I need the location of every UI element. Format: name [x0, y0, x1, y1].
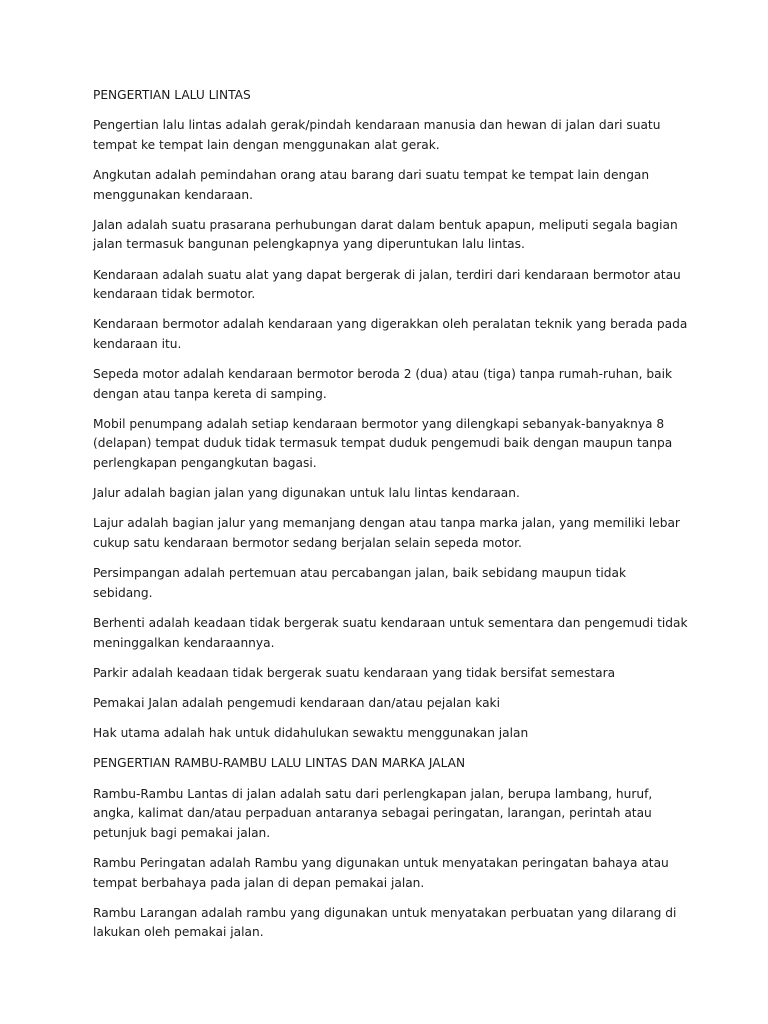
- section-heading: PENGERTIAN RAMBU-RAMBU LALU LINTAS DAN MARKA JALAN: [93, 756, 466, 771]
- paragraph-kendaraan: Kendaraan adalah suatu alat yang dapat bergerak di jalan, terdiri dari kendaraan bermotor atau kendaraan tidak bermotor.: [93, 267, 681, 302]
- paragraph-pengertian-lalu-lintas: Pengertian lalu lintas adalah gerak/pindah kendaraan manusia dan hewan di jalan dari suatu tempat ke tempat lain dengan menggunakan alat gerak.: [93, 118, 661, 152]
- document-body: [93, 86, 689, 953]
- paragraph-hak-utama: Hak utama adalah hak untuk didahulukan sewaktu menggunakan jalan: [93, 726, 529, 741]
- paragraph-persimpangan: Persimpangan adalah pertemuan atau percabangan jalan, baik sebidang maupun tidak sebidang.: [93, 566, 627, 600]
- paragraph-lajur: Lajur adalah bagian jalur yang memanjang dengan atau tanpa marka jalan, yang memiliki lebar cukup satu kendaraan bermotor sedang berjalan selain sepeda motor.: [93, 516, 680, 551]
- paragraph-berhenti: Berhenti adalah keadaan tidak bergerak suatu kendaraan untuk sementara dan pengemudi tidak meninggalkan kendaraannya.: [93, 616, 688, 650]
- paragraph-rambu-peringatan: Rambu Peringatan adalah Rambu yang digunakan untuk menyatakan peringatan bahaya atau tempat berbahaya pada jalan di depan pemakai jalan.: [93, 855, 669, 890]
- paragraph-pemakai-jalan: Pemakai Jalan adalah pengemudi kendaraan dan/atau pejalan kaki: [93, 695, 500, 710]
- paragraph-sepeda-motor: Sepeda motor adalah kendaraan bermotor beroda 2 (dua) atau (tiga) tanpa rumah-ruhan, baik dengan atau tanpa kereta di samping.: [93, 367, 673, 401]
- paragraph-rambu-rambu-lantas: Rambu-Rambu Lantas di jalan adalah satu dari perlengkapan jalan, berupa lambang, huruf, angka, kalimat dan/atau perpaduan antaranya sebagai peringatan, larangan, perintah atau petunjuk bagi pemakai jalan.: [93, 786, 653, 840]
- paragraph-mobil-penumpang: Mobil penumpang adalah setiap kendaraan bermotor yang dilengkapi sebanyak-banyaknya 8 (delapan) tempat duduk tidak termasuk tempat duduk pengemudi baik dengan maupun tanpa perlengkapan pengangkutan bagasi.: [93, 416, 673, 471]
- paragraph-jalan: Jalan adalah suatu prasarana perhubungan darat dalam bentuk apapun, meliputi segala bagian jalan termasuk bangunan pelengkapnya yang diperuntukan lalu lintas.: [93, 217, 678, 252]
- paragraph-angkutan: Angkutan adalah pemindahan orang atau barang dari suatu tempat ke tempat lain dengan menggunakan kendaraan.: [93, 167, 650, 202]
- paragraph-kendaraan-bermotor: Kendaraan bermotor adalah kendaraan yang digerakkan oleh peralatan teknik yang berada pada kendaraan itu.: [93, 317, 688, 351]
- section-heading: PENGERTIAN LALU LINTAS: [93, 88, 251, 102]
- paragraph-jalur: Jalur adalah bagian jalan yang digunakan untuk lalu lintas kendaraan.: [93, 486, 520, 501]
- paragraph-parkir: Parkir adalah keadaan tidak bergerak suatu kendaraan yang tidak bersifat semestara: [93, 665, 616, 680]
- paragraph-rambu-larangan: Rambu Larangan adalah rambu yang digunakan untuk menyatakan perbuatan yang dilarang di lakukan oleh pemakai jalan.: [93, 905, 677, 940]
